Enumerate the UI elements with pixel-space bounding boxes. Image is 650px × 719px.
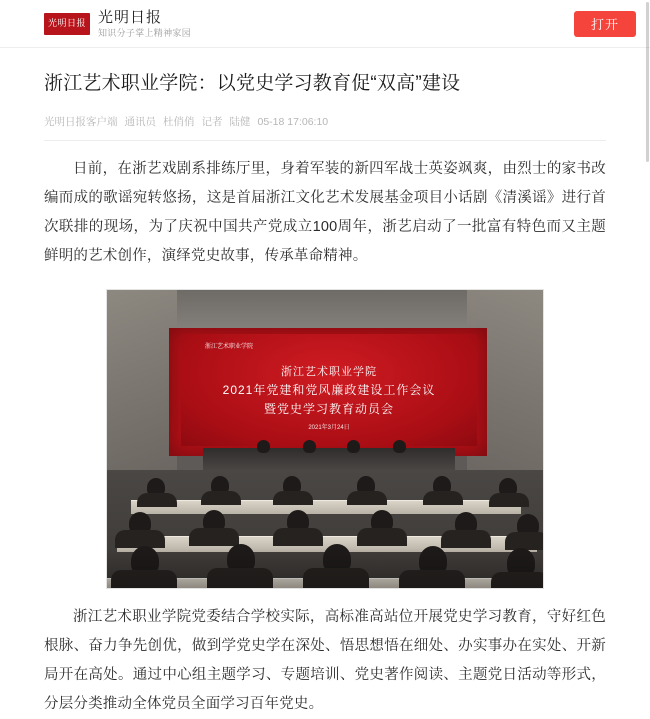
banner-line-3: 暨党史学习教育动员会 (263, 402, 394, 416)
meta-reporter-name: 陆健 (229, 116, 251, 128)
meta-contributor-name: 杜俏俏 (163, 116, 195, 128)
photo-vignette (107, 548, 543, 588)
photo-person (441, 530, 491, 548)
photo-person (347, 440, 360, 453)
banner-lines (181, 364, 477, 435)
article (0, 48, 650, 719)
meta-role-reporter: 记者 (201, 116, 223, 128)
banner-line-1: 浙江艺术职业学院 (281, 366, 377, 378)
meta-timestamp: 05-18 17:06:10 (257, 116, 329, 128)
guangming-daily-logo-icon (44, 13, 90, 35)
article-paragraph-1: 日前，在浙艺戏剧系排练厅里，身着军装的新四军战士英姿飒爽，由烈士的家书改编而成的歌谣宛转悠扬，这是首届浙江文化艺术发展基金项目小话剧《清溪谣》进行首次联排的现场，为了庆祝中国共产党成立100周年，浙艺启动了一批富有特色而又主题鲜明的艺术创作，演绎党史故事，传承革命精神。 (44, 161, 606, 264)
article-meta (44, 114, 606, 141)
photo-wall-left (107, 290, 177, 480)
page-scrollbar[interactable] (646, 0, 650, 706)
banner-line-2: 2021年党建和党风廉政建设工作会议 (222, 383, 436, 397)
meta-role-contributor: 通讯员 (124, 116, 156, 128)
banner-school-logo: 浙江艺术职业学院 (204, 344, 253, 350)
meta-source: 光明日报客户端 (44, 116, 118, 128)
brand[interactable] (44, 9, 574, 39)
page-scrollbar-thumb[interactable] (646, 2, 649, 162)
photo-person (273, 528, 323, 546)
conference-photo (106, 289, 544, 589)
photo-person (393, 440, 406, 453)
photo-person (257, 440, 270, 453)
open-app-button[interactable]: 打开 (574, 11, 636, 37)
photo-banner (181, 334, 477, 446)
brand-slogan: 知识分子掌上精神家园 (98, 27, 192, 38)
article-paragraph-2: 浙江艺术职业学院党委结合学校实际，高标准高站位开展党史学习教育，守好红色根脉、奋力争先创优，做到学党史学在深处、悟思想悟在细处、办实事办在实处、开新局开在高处。通过中心组主题学习、专题培训、党史著作阅读、主题党日活动等形式，分层分类推动全体党员全面学习百年党史。 (44, 609, 606, 712)
article-figure (44, 289, 606, 589)
brand-text (98, 9, 191, 39)
site-header (0, 0, 650, 48)
photo-person (423, 491, 463, 505)
brand-name: 光明日报 (98, 8, 163, 26)
photo-person (137, 493, 177, 507)
page-title: 浙江艺术职业学院：以党史学习教育促“双高”建设 (44, 73, 461, 94)
photo-person (273, 491, 313, 505)
photo-person (303, 440, 316, 453)
photo-person (115, 530, 165, 548)
banner-date: 2021年3月24日 (308, 425, 350, 431)
logo-text: 光明日报 (47, 18, 86, 29)
photo-person (489, 493, 529, 507)
photo-head-table (203, 448, 455, 470)
photo-person (357, 528, 407, 546)
photo-person (189, 528, 239, 546)
photo-person (347, 491, 387, 505)
photo-person (201, 491, 241, 505)
